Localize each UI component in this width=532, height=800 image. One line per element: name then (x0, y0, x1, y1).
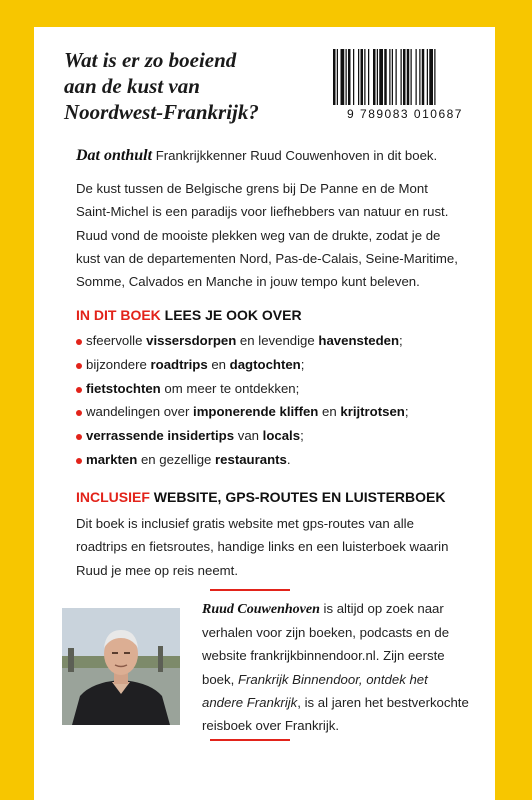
section-title-in-dit-boek (76, 307, 302, 323)
bio-line: reisboek over Frankrijk. (202, 718, 340, 734)
author-name: Ruud Couwenhoven (202, 602, 320, 617)
bio-line: Ruud Couwenhoven is altijd op zoek naar (202, 601, 444, 617)
author-photo (62, 608, 180, 725)
bio-line: website frankrijkbinnendoor.nl. Zijn eerste (202, 648, 445, 664)
description-line: Ruud vond de mooiste plekken weg van de drukte, zodat je de (76, 227, 441, 243)
list-item: verrassende insidertips van locals; (76, 424, 409, 448)
inclusief-line: Dit boek is inclusief gratis website met gps-routes van alle (76, 516, 414, 531)
list-item: fietstochten om meer te ontdekken; (76, 377, 409, 401)
description-line: De kust tussen de Belgische grens bij De Panne en de Mont (76, 181, 428, 196)
description-line: Saint-Michel is een paradijs voor liefhebbers van natuur en rust. (76, 204, 449, 220)
isbn-number: 9 789083 010687 (347, 107, 463, 121)
author-bio (202, 597, 492, 737)
section-title-inclusief (76, 489, 445, 505)
bio-line: boek, Frankrijk Binnendoor, ontdek het (202, 671, 428, 687)
inclusief-line: roadtrips en fietsroutes, handige links en een luisterboek waarin (76, 539, 449, 555)
bullet-icon (76, 410, 82, 416)
section-title-red: IN DIT BOEK (76, 307, 161, 323)
section-title-red: INCLUSIEF (76, 489, 150, 505)
bio-line: verhalen voor zijn boeken, podcasts en de (202, 625, 450, 641)
bullet-icon (76, 434, 82, 440)
headline-line: Wat is er zo boeiend (64, 48, 237, 72)
intro-rest: Frankrijkkenner Ruud Couwenhoven in dit boek. (152, 148, 438, 163)
section-title-black: LEES JE OOK OVER (160, 307, 302, 323)
bullet-icon (76, 458, 82, 464)
list-item: bijzondere roadtrips en dagtochten; (76, 353, 409, 377)
bullet-icon (76, 387, 82, 393)
list-item: markten en gezellige restaurants. (76, 448, 409, 472)
description-line: kust van de departementen Nord, Pas-de-Calais, Seine-Maritime, (76, 250, 458, 266)
bullet-icon (76, 339, 82, 345)
list-item: sfeervolle vissersdorpen en levendige havensteden; (76, 329, 409, 353)
inclusief-text (76, 512, 486, 582)
headline-line: aan de kust van (64, 74, 200, 98)
list-item: wandelingen over imponerende kliffen en krijtrotsen; (76, 400, 409, 424)
description (76, 177, 486, 293)
bullet-icon (76, 363, 82, 369)
divider-bottom (210, 739, 290, 741)
content-card (34, 27, 495, 800)
bio-line: andere Frankrijk, is al jaren het bestverkochte (202, 694, 469, 710)
inclusief-line: Ruud je mee op reis neemt. (76, 562, 238, 578)
intro-line (76, 147, 437, 165)
headline-line: Noordwest-Frankrijk? (64, 100, 259, 124)
section-title-black: WEBSITE, GPS-ROUTES EN LUISTERBOEK (149, 489, 446, 505)
description-line: Somme, Calvados en Manche in jouw tempo kunt beleven. (76, 274, 420, 290)
headline (64, 47, 314, 125)
divider-top (210, 589, 290, 591)
intro-lead: Dat onthult (76, 147, 153, 164)
feature-list (76, 329, 409, 472)
